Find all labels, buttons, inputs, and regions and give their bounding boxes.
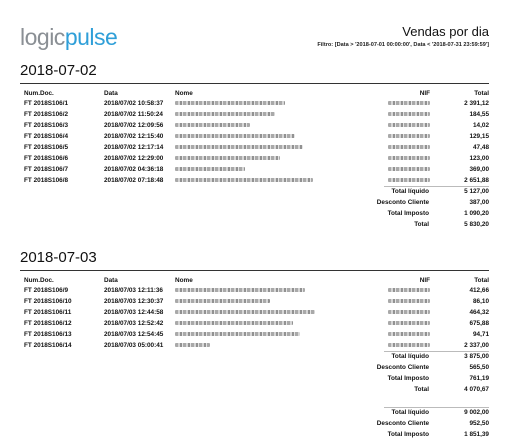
doc-total: 2 337,00 [464, 342, 489, 349]
doc-number: FT 2018S106/5 [24, 144, 69, 151]
table-row [20, 142, 489, 153]
report-filter: Filtro: [Data > '2018-07-01 00:00:00', Data < '2018-07-31 23:59:59'] [317, 42, 489, 48]
name-redacted [175, 109, 275, 120]
col-nome: Nome [175, 277, 193, 284]
grand-summary [20, 407, 489, 440]
doc-date: 2018/07/02 12:17:14 [104, 144, 164, 151]
nif-redacted [350, 175, 430, 186]
name-redacted [175, 175, 313, 186]
section-divider [20, 270, 489, 271]
summary-value: 387,00 [469, 199, 489, 206]
doc-date: 2018/07/03 12:30:37 [104, 298, 164, 305]
name-redacted [175, 318, 293, 329]
table-row [20, 307, 489, 318]
name-redacted [175, 296, 270, 307]
doc-number: FT 2018S106/13 [24, 331, 72, 338]
doc-date: 2018/07/03 12:44:58 [104, 309, 164, 316]
summary-value: 5 127,00 [464, 188, 489, 195]
name-redacted [175, 120, 250, 131]
doc-number: FT 2018S106/9 [24, 287, 69, 294]
section-summary [20, 351, 489, 395]
name-redacted [175, 340, 210, 351]
doc-total: 94,71 [473, 331, 489, 338]
summary-row [20, 208, 489, 219]
name-redacted [175, 164, 245, 175]
doc-date: 2018/07/03 05:00:41 [104, 342, 164, 349]
nif-redacted [350, 307, 430, 318]
report-title: Vendas por dia [402, 24, 489, 39]
table-row [20, 98, 489, 109]
col-nif: NIF [419, 90, 430, 97]
name-redacted [175, 329, 300, 340]
doc-total: 464,32 [469, 309, 489, 316]
doc-date: 2018/07/02 04:36:18 [104, 166, 164, 173]
summary-label: Total Imposto [387, 375, 429, 382]
summary-value: 5 830,20 [464, 221, 489, 228]
nif-redacted [350, 98, 430, 109]
summary-row [20, 407, 489, 418]
nif-redacted [350, 318, 430, 329]
doc-total: 184,55 [469, 111, 489, 118]
day-section-title: 2018-07-02 [20, 62, 97, 79]
summary-value: 1 090,20 [464, 210, 489, 217]
day-section-title: 2018-07-03 [20, 249, 97, 266]
summary-row [20, 219, 489, 230]
summary-row [20, 186, 489, 197]
doc-date: 2018/07/02 11:50:24 [104, 111, 163, 118]
summary-label: Desconto Cliente [376, 364, 429, 371]
doc-total: 47,48 [473, 144, 489, 151]
summary-value: 761,19 [469, 375, 489, 382]
doc-total: 86,10 [473, 298, 489, 305]
summary-value: 9 002,00 [464, 409, 489, 416]
doc-total: 129,15 [469, 133, 489, 140]
doc-date: 2018/07/02 12:29:00 [104, 155, 164, 162]
summary-row [20, 351, 489, 362]
summary-label: Total [414, 221, 429, 228]
summary-value: 565,50 [469, 364, 489, 371]
table-row [20, 318, 489, 329]
col-num-doc: Num.Doc. [24, 277, 54, 284]
summary-label: Desconto Cliente [376, 420, 429, 427]
table-row [20, 164, 489, 175]
summary-row [20, 384, 489, 395]
table-body [20, 98, 489, 186]
col-nome: Nome [175, 90, 193, 97]
nif-redacted [350, 131, 430, 142]
nif-redacted [350, 340, 430, 351]
nif-redacted [350, 285, 430, 296]
doc-number: FT 2018S106/12 [24, 320, 72, 327]
doc-date: 2018/07/02 07:18:48 [104, 177, 164, 184]
doc-number: FT 2018S106/6 [24, 155, 69, 162]
summary-label: Total [414, 386, 429, 393]
name-redacted [175, 142, 303, 153]
doc-date: 2018/07/02 12:15:40 [104, 133, 164, 140]
summary-label: Total líquido [391, 353, 429, 360]
doc-number: FT 2018S106/3 [24, 122, 69, 129]
logo-text-pulse: pulse [64, 24, 118, 50]
table-row [20, 153, 489, 164]
summary-value: 4 070,67 [464, 386, 489, 393]
col-total: Total [474, 90, 489, 97]
table-row [20, 175, 489, 186]
doc-number: FT 2018S106/7 [24, 166, 69, 173]
summary-value: 3 875,00 [464, 353, 489, 360]
summary-label: Total Imposto [387, 210, 429, 217]
doc-total: 123,00 [469, 155, 489, 162]
table-header [20, 275, 489, 285]
doc-total: 2 651,88 [464, 177, 489, 184]
doc-number: FT 2018S106/4 [24, 133, 69, 140]
col-total: Total [474, 277, 489, 284]
summary-row [20, 373, 489, 384]
table-row [20, 120, 489, 131]
logo-text-logic: logic [20, 24, 65, 50]
summary-value: 952,50 [469, 420, 489, 427]
doc-total: 14,02 [473, 122, 489, 129]
section-divider [20, 83, 489, 84]
day-section-1 [20, 62, 489, 230]
doc-number: FT 2018S106/14 [24, 342, 72, 349]
nif-redacted [350, 120, 430, 131]
name-redacted [175, 307, 315, 318]
table-row [20, 296, 489, 307]
day-section-2 [20, 249, 489, 395]
table-row [20, 340, 489, 351]
doc-date: 2018/07/02 10:58:37 [104, 100, 164, 107]
name-redacted [175, 153, 280, 164]
col-nif: NIF [419, 277, 430, 284]
summary-label: Desconto Cliente [376, 199, 429, 206]
doc-date: 2018/07/03 12:54:45 [104, 331, 164, 338]
nif-redacted [350, 329, 430, 340]
name-redacted [175, 98, 285, 109]
table-row [20, 131, 489, 142]
summary-row [20, 429, 489, 440]
table-row [20, 285, 489, 296]
table-row [20, 109, 489, 120]
doc-date: 2018/07/03 12:52:42 [104, 320, 164, 327]
doc-number: FT 2018S106/1 [24, 100, 69, 107]
logo [20, 24, 117, 51]
nif-redacted [350, 164, 430, 175]
nif-redacted [350, 296, 430, 307]
col-data: Data [104, 277, 118, 284]
summary-label: Total Imposto [387, 431, 429, 438]
doc-number: FT 2018S106/10 [24, 298, 72, 305]
nif-redacted [350, 109, 430, 120]
col-num-doc: Num.Doc. [24, 90, 54, 97]
table-header [20, 88, 489, 98]
name-redacted [175, 285, 305, 296]
summary-row [20, 418, 489, 429]
table-body [20, 285, 489, 351]
doc-date: 2018/07/02 12:09:56 [104, 122, 164, 129]
summary-value: 1 851,39 [464, 431, 489, 438]
summary-row [20, 197, 489, 208]
doc-total: 412,66 [469, 287, 489, 294]
nif-redacted [350, 142, 430, 153]
summary-label: Total líquido [391, 188, 429, 195]
section-summary [20, 186, 489, 230]
name-redacted [175, 131, 295, 142]
doc-number: FT 2018S106/8 [24, 177, 69, 184]
nif-redacted [350, 153, 430, 164]
table-row [20, 329, 489, 340]
doc-number: FT 2018S106/2 [24, 111, 69, 118]
summary-row [20, 362, 489, 373]
doc-total: 2 391,12 [464, 100, 489, 107]
doc-total: 369,00 [469, 166, 489, 173]
doc-total: 675,88 [469, 320, 489, 327]
col-data: Data [104, 90, 118, 97]
doc-date: 2018/07/03 12:11:36 [104, 287, 163, 294]
summary-label: Total líquido [391, 409, 429, 416]
doc-number: FT 2018S106/11 [24, 309, 72, 316]
